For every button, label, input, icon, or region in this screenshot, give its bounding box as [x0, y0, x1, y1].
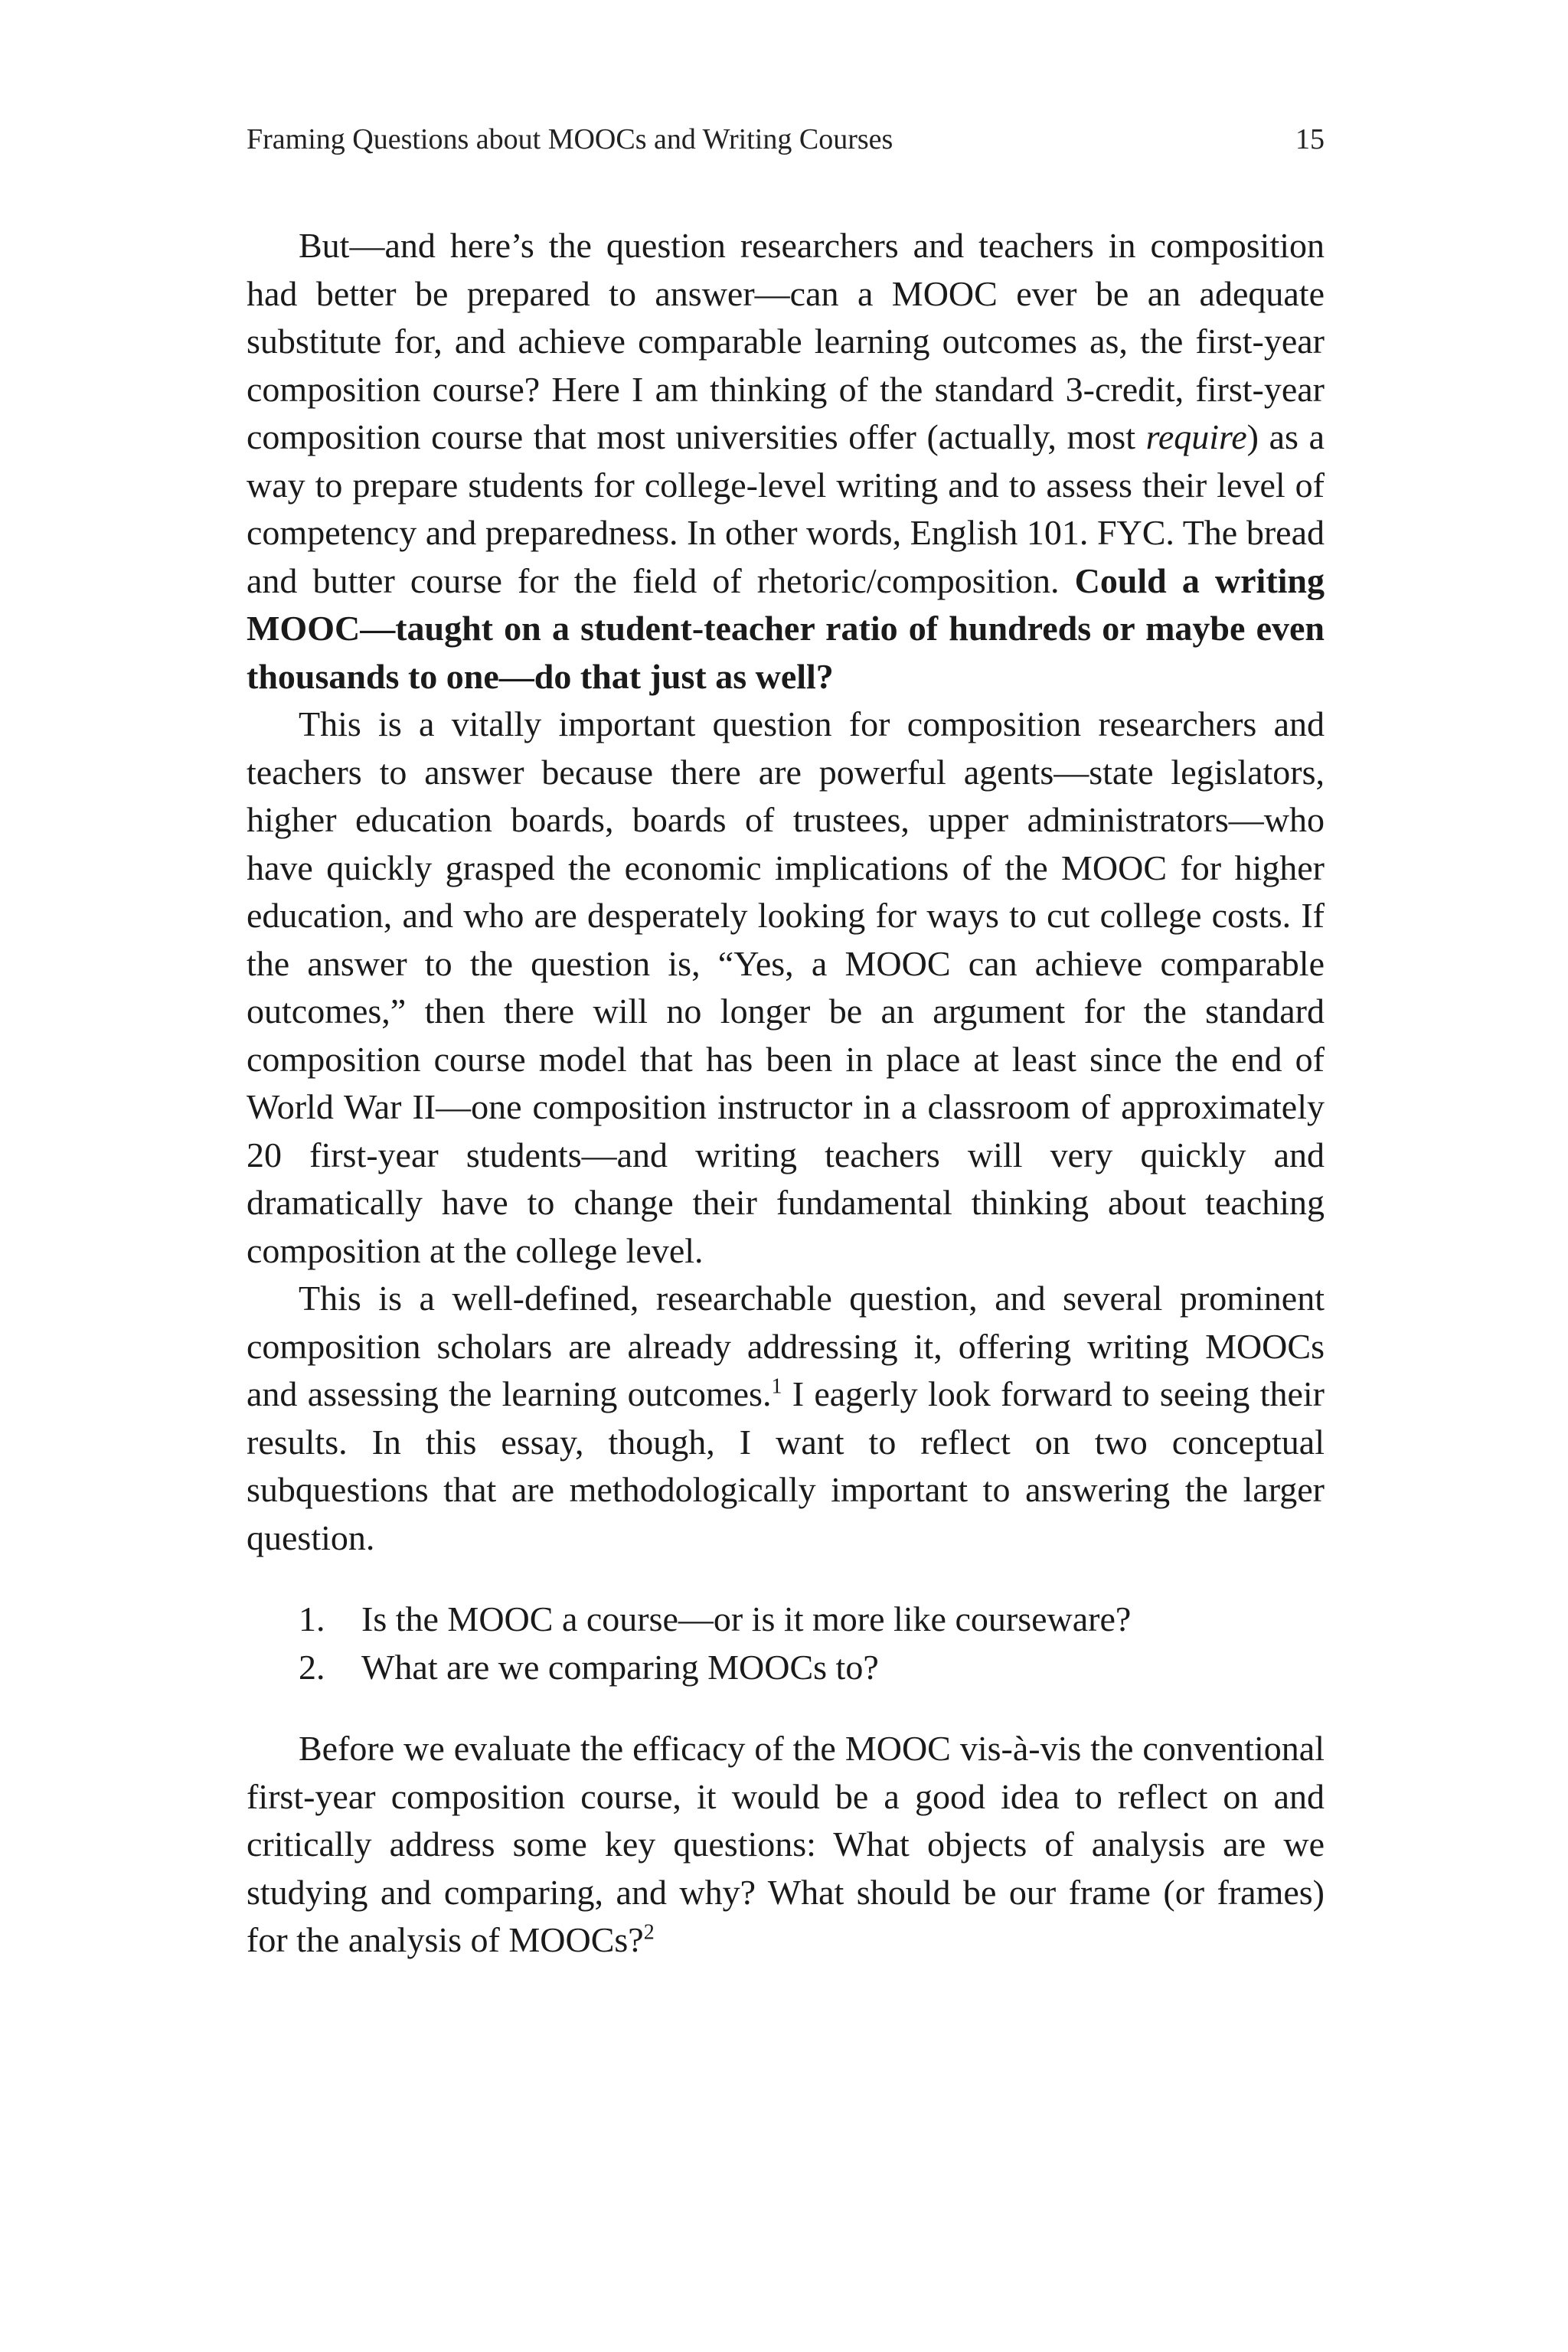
list-text: What are we comparing MOOCs to? [361, 1647, 879, 1687]
paragraph-3-text-b: I eagerly look forward to seeing their results. In this essay, though, I want to reflect on two conceptual subquestions that are methodologically important to answering the larger question. [247, 1374, 1325, 1557]
footnote-ref-2[interactable]: 2 [643, 1920, 655, 1945]
paragraph-4 [247, 1725, 1325, 1965]
list-text: Is the MOOC a course—or is it more like courseware? [361, 1599, 1132, 1638]
paragraph-1-text-b: ) as a way to prepare students for college-level writing and to assess their level of competency and preparedness. In other words, English 101. FYC. The bread and butter course for the field of rhetoric/composition. [247, 417, 1325, 600]
running-title: Framing Questions about MOOCs and Writing Courses [247, 123, 893, 155]
running-head [247, 122, 1325, 168]
emphasis-require: require [1145, 417, 1247, 456]
subquestion-list [247, 1596, 1325, 1691]
paragraph-2: This is a vitally important question for composition researchers and teachers to answer because there are powerful agents—state legislators, higher education boards, boards of trustees, upper administrators—who have quickly grasped the economic implications of the MOOC for higher education, and who are desperately looking for ways to cut college costs. If the answer to the question is, “Yes, a MOOC can achieve comparable outcomes,” then there will no longer be an argument for the standard composition course model that has been in place at least since the end of World War II—one composition instructor in a classroom of approximately 20 first-year students—and writing teachers will very quickly and dramatically have to change their fundamental thinking about teaching composition at the college level. [247, 704, 1325, 1270]
body-text [247, 222, 1325, 1965]
list-item [299, 1596, 1325, 1644]
paragraph-3-text-a: This is a well-defined, researchable question, and several prominent composition scholars are already addressing it, offering writing MOOCs and assessing the learning outcomes. [247, 1279, 1325, 1413]
paragraph-3 [247, 1275, 1325, 1562]
paragraph-4-text: Before we evaluate the efficacy of the MOOC vis-à-vis the conventional first-year composition course, it would be a good idea to reflect on and critically address some key questions: What objects of analysis are we studying and comparing, and why? What should be our frame (or frames) for the analysis of MOOCs? [247, 1729, 1325, 1959]
paragraph-1 [247, 222, 1325, 701]
bold-question: Could a writing MOOC—taught on a student-teacher ratio of hundreds or maybe even thousands to one—do that just as well? [247, 560, 1325, 696]
list-item [299, 1644, 1325, 1692]
footnote-ref-1[interactable]: 1 [771, 1374, 782, 1399]
page-number: 15 [1295, 123, 1325, 155]
list-number: 2. [299, 1647, 325, 1687]
paragraph-1-text-a: But—and here’s the question researchers and teachers in composition had better be prepared to answer—can a MOOC ever be an adequate substitute for, and achieve comparable learning outcomes as, the first-year composition course? Here I am thinking of the standard 3-credit, first-year composition course that most universities offer (actually, most [247, 226, 1325, 456]
list-number: 1. [299, 1599, 325, 1638]
